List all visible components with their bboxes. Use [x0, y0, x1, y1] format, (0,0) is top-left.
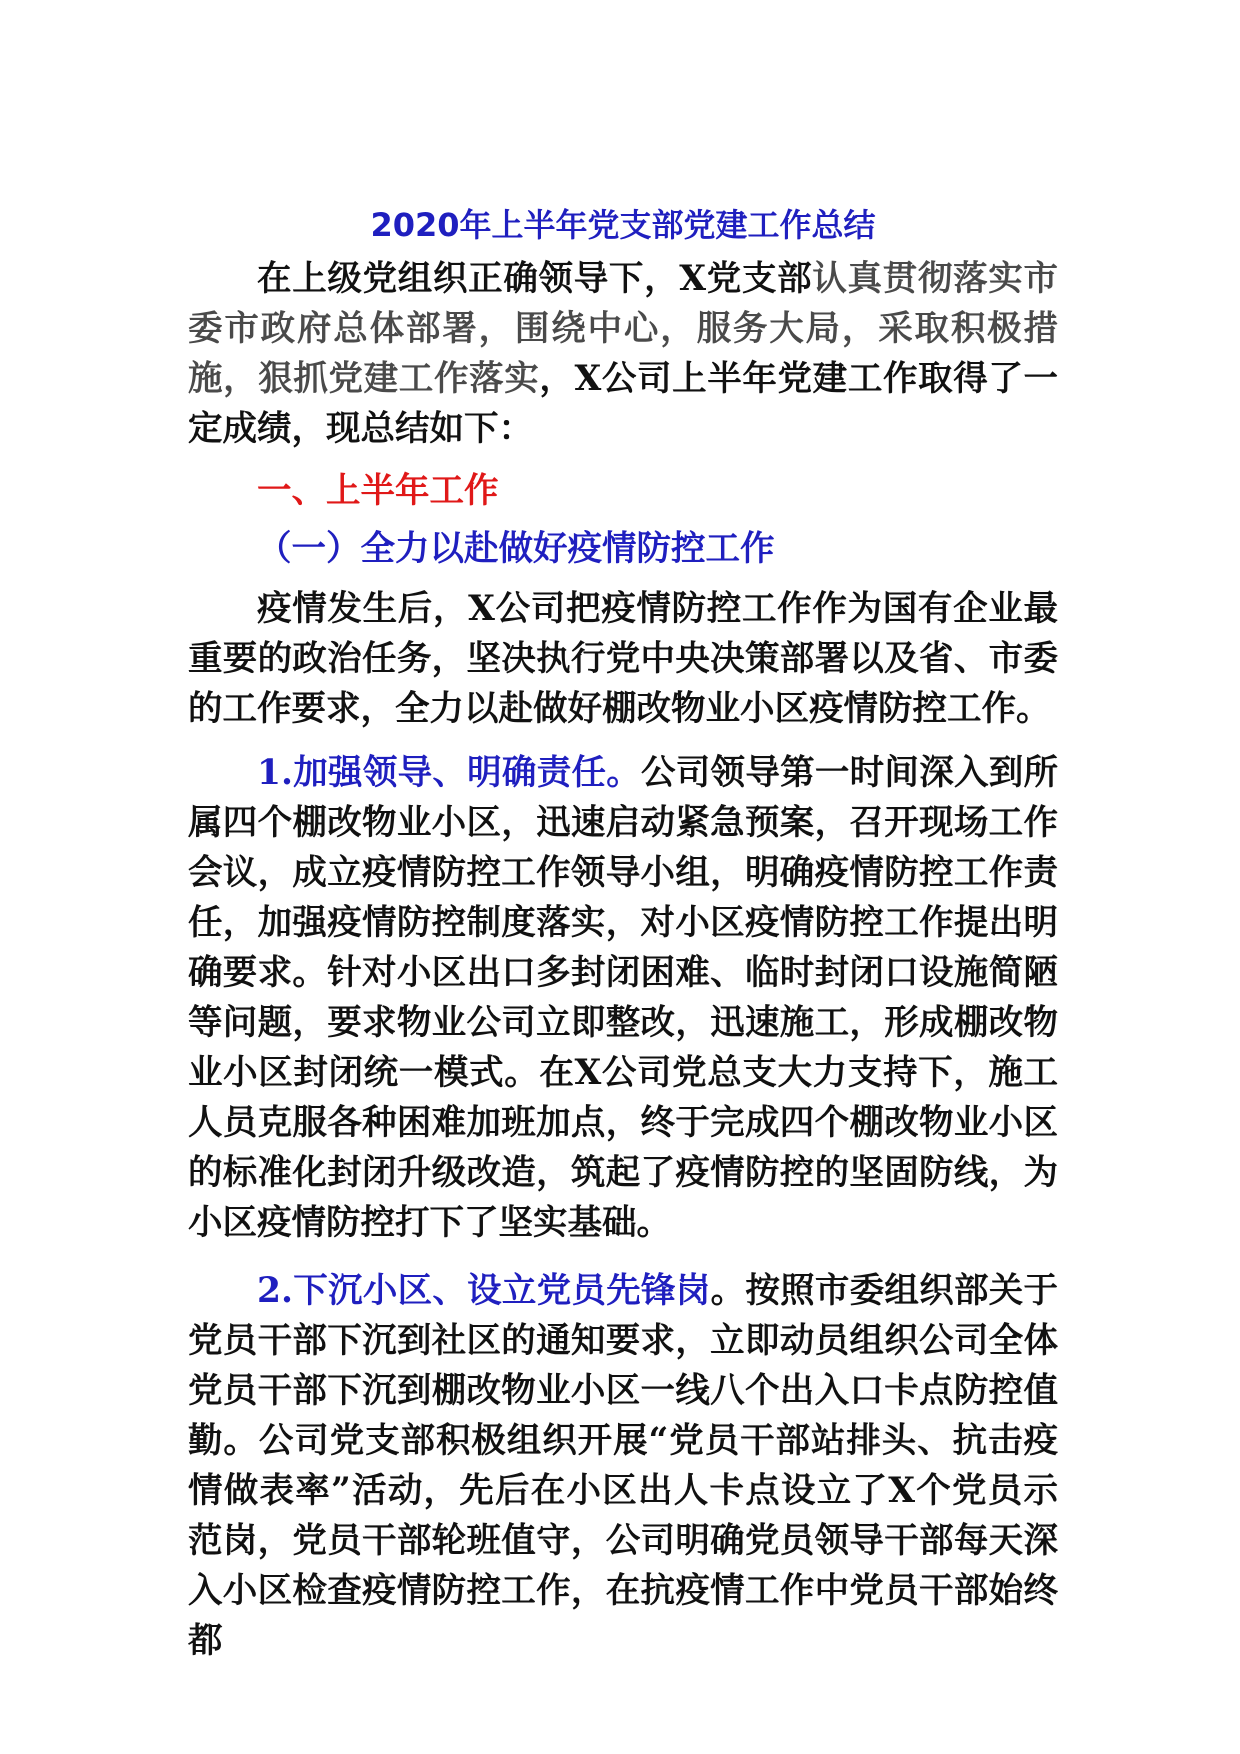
document-page — [188, 200, 1058, 1666]
subsection-heading: （一）全力以赴做好疫情防控工作 — [257, 529, 775, 569]
list-item-label: 1.加强领导、明确责任。 — [257, 753, 642, 793]
list-item-text: 公司领导第一时间深入到所属四个棚改物业小区，迅速启动紧急预案，召开现场工作会议，成立疫情防控工作领导小组，明确疫情防控工作责任，加强疫情防控制度落实，对小区疫情防控工作提出明确要求。针对小区出口多封闭困难、临时封闭口设施简陋等问题，要求物业公司立即整改，迅速施工，形成棚改物业小区封闭统一模式。在X公司党总支大力支持下，施工人员克服各种困难加班加点，终于完成四个棚改物业小区的标准化封闭升级改造，筑起了疫情防控的坚固防线，为小区疫情防控打下了坚实基础。 — [188, 753, 1059, 1243]
intro-part-3: ，X公司上半年党建工作取得了一定成绩，现总结如下： — [188, 359, 1058, 449]
body-paragraph: 疫情发生后，X公司把疫情防控工作作为国有企业最重要的政治任务，坚决执行党中央决策部署以及省、市委的工作要求，全力以赴做好棚改物业小区疫情防控工作。 — [188, 589, 1058, 729]
intro-part-2: 认真贯彻落实市委市政府总体部署，围绕中心，服务大局，采取积极措施，狠抓党建工作落实 — [188, 259, 1058, 399]
page-title: 2020年上半年党支部党建工作总结 — [370, 206, 876, 244]
list-item — [188, 1266, 1058, 1666]
intro-paragraph — [188, 254, 1058, 454]
list-item-label: 2.下沉小区、设立党员先锋岗 — [257, 1271, 711, 1311]
section-heading: 一、上半年工作 — [257, 471, 499, 511]
list-item — [188, 748, 1058, 1248]
intro-part-1: 在上级党组织正确领导下，X党支部 — [257, 259, 813, 299]
list-item-text: 。按照市委组织部关于党员干部下沉到社区的通知要求，立即动员组织公司全体党员干部下沉到棚改物业小区一线八个出入口卡点防控值勤。公司党支部积极组织开展“党员干部站排头、抗击疫情做表率”活动，先后在小区出人卡点设立了X个党员示范岗，党员干部轮班值守，公司明确党员领导干部每天深入小区检查疫情防控工作，在抗疫情工作中党员干部始终都 — [188, 1271, 1059, 1661]
